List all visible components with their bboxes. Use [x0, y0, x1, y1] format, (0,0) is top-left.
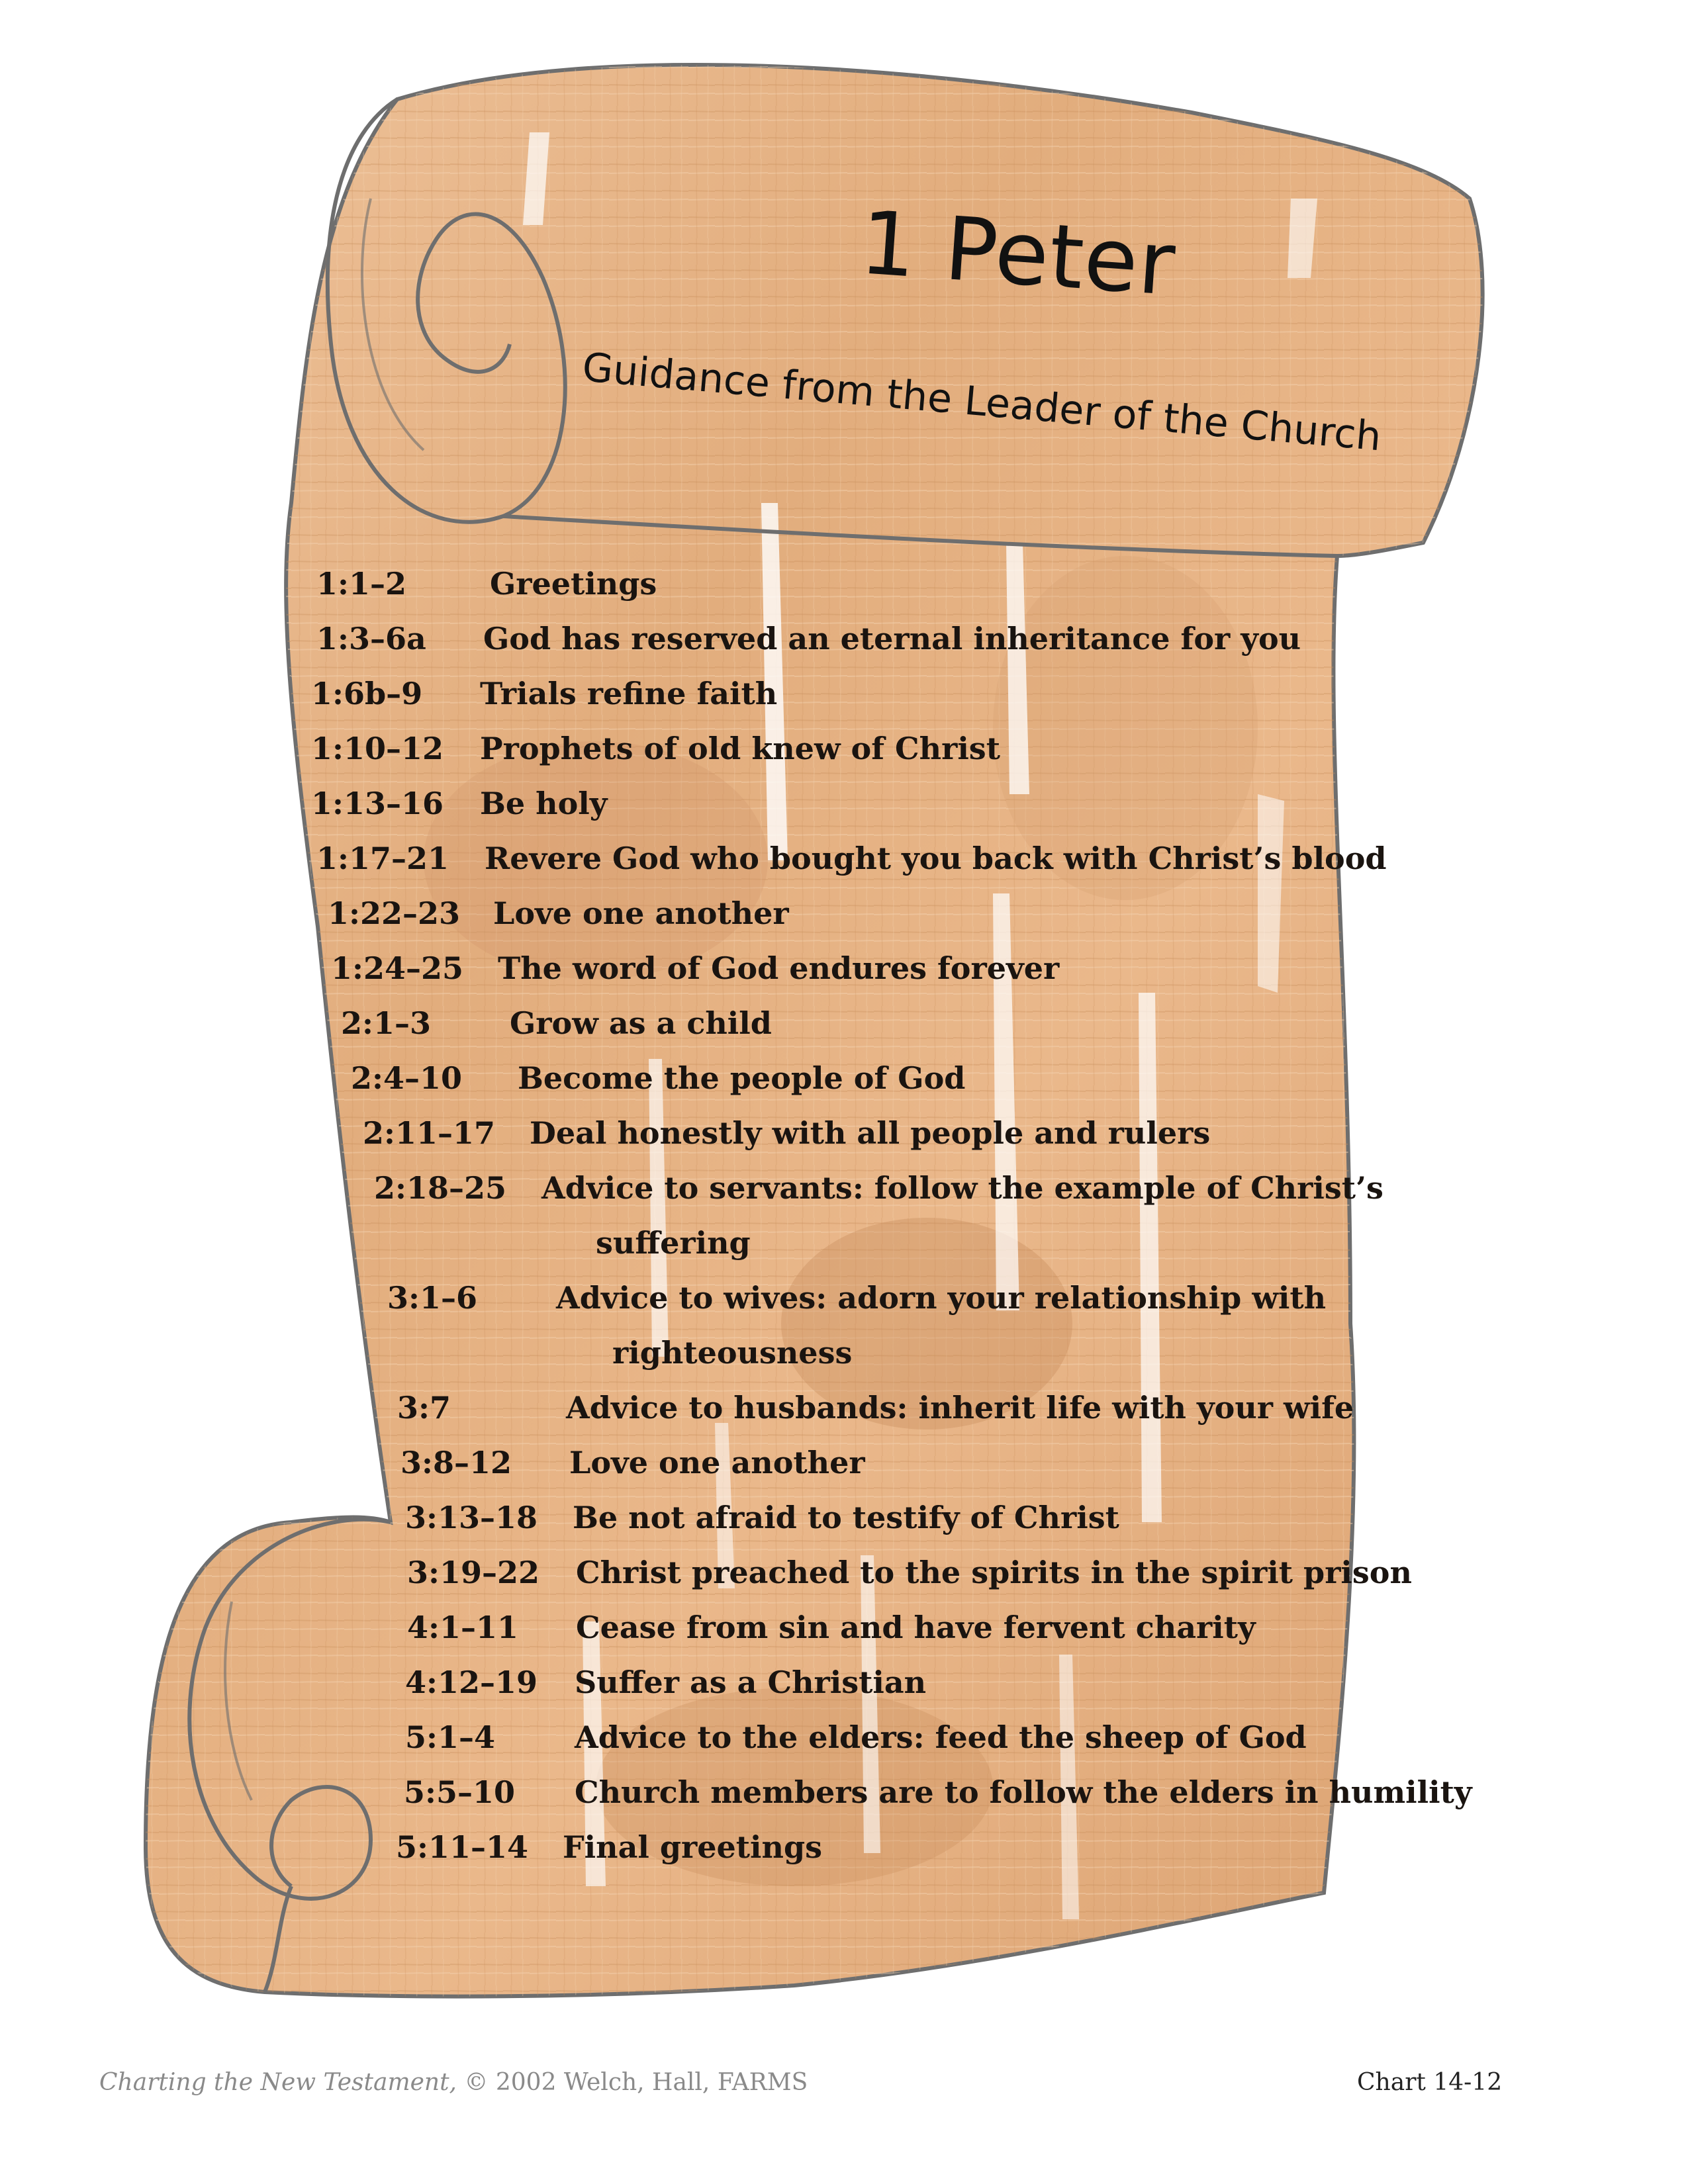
section-description: Final greetings	[563, 1829, 823, 1865]
verse-reference: 5:1–4	[405, 1719, 496, 1755]
verse-reference: 5:11–14	[396, 1829, 529, 1865]
section-description-continued: suffering	[596, 1225, 751, 1261]
verse-reference: 3:1–6	[387, 1280, 478, 1316]
section-description: Advice to servants: follow the example of Christ’s	[541, 1170, 1383, 1206]
verse-reference: 1:17–21	[316, 841, 449, 876]
verse-reference: 3:19–22	[407, 1555, 540, 1590]
section-description: Greetings	[490, 566, 657, 602]
section-description: Be not afraid to testify of Christ	[573, 1500, 1119, 1535]
source-copyright: © 2002 Welch, Hall, FARMS	[456, 2069, 808, 2096]
section-description: Be holy	[480, 786, 608, 821]
verse-reference: 2:4–10	[351, 1060, 463, 1096]
verse-reference: 1:1–2	[316, 566, 407, 602]
section-description: Love one another	[493, 895, 789, 931]
source-credit	[99, 2069, 808, 2096]
section-description-continued: righteousness	[612, 1335, 853, 1371]
verse-reference: 3:8–12	[400, 1445, 512, 1480]
verse-reference: 2:11–17	[363, 1115, 496, 1151]
section-description: Suffer as a Christian	[575, 1664, 927, 1700]
section-description: Trials refine faith	[480, 676, 778, 711]
section-description: Advice to wives: adorn your relationship with	[556, 1280, 1327, 1316]
page-subtitle: Guidance from the Leader of the Church	[580, 344, 1383, 461]
section-description: God has reserved an eternal inheritance for you	[483, 621, 1301, 657]
verse-reference: 1:10–12	[311, 731, 444, 766]
section-description: The word of God endures forever	[498, 950, 1060, 986]
section-description: Christ preached to the spirits in the spirit prison	[576, 1555, 1412, 1590]
section-description: Cease from sin and have fervent charity	[576, 1610, 1256, 1645]
chart-id: Chart 14-12	[1357, 2069, 1503, 2096]
verse-reference: 1:3–6a	[316, 621, 426, 657]
section-description: Advice to the elders: feed the sheep of God	[575, 1719, 1307, 1755]
section-description: Become the people of God	[518, 1060, 966, 1096]
section-description: Advice to husbands: inherit life with your wife	[566, 1390, 1354, 1426]
section-description: Grow as a child	[510, 1005, 772, 1041]
verse-reference: 1:6b–9	[311, 676, 423, 711]
verse-reference: 3:7	[397, 1390, 451, 1426]
section-description: Love one another	[569, 1445, 865, 1480]
verse-reference: 4:1–11	[407, 1610, 519, 1645]
verse-reference: 5:5–10	[404, 1774, 516, 1810]
verse-reference: 1:22–23	[328, 895, 461, 931]
verse-reference: 1:13–16	[311, 786, 444, 821]
section-description: Prophets of old knew of Christ	[480, 731, 1000, 766]
section-description: Church members are to follow the elders in humility	[575, 1774, 1472, 1810]
source-book-title: Charting the New Testament,	[99, 2069, 457, 2096]
verse-reference: 3:13–18	[405, 1500, 538, 1535]
page-title: 1 Peter	[857, 192, 1179, 316]
verse-reference: 4:12–19	[405, 1664, 538, 1700]
section-description: Revere God who bought you back with Christ’s blood	[485, 841, 1387, 876]
verse-reference: 2:1–3	[341, 1005, 432, 1041]
verse-reference: 2:18–25	[374, 1170, 507, 1206]
section-description: Deal honestly with all people and rulers	[530, 1115, 1211, 1151]
verse-reference: 1:24–25	[331, 950, 464, 986]
